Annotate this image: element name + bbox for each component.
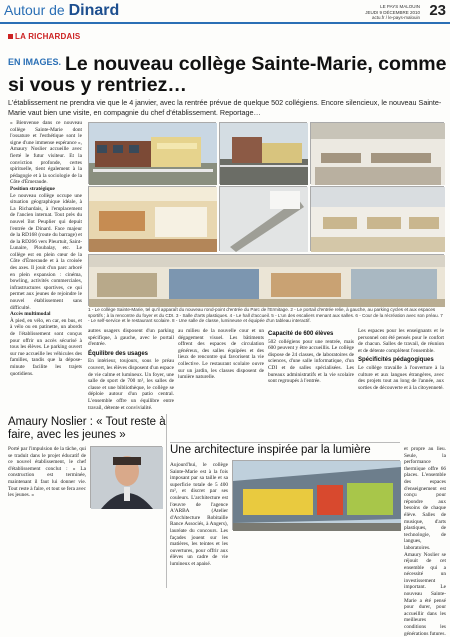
section-name: Dinard (68, 2, 120, 19)
divider-horizontal (170, 442, 400, 443)
lead-paragraph: « Bienvenue dans ce nouveau collège Sainte-Marie dont l'ossature et l'esthétique sont le signe d'une immense espérance », Amaury Noslier accueille avec fierté le futur visiteur. Et la conviction profonde, certes spirituelle, tient également à la pédagogie et à la sociologie de la Côte d'Émeraude. (10, 120, 82, 186)
photo-7 (88, 254, 444, 306)
interview-paragraph: Porté par l'impulsion de la tâche, qui se traduit dans le projet éducatif de ce nouvel établissement, le chef d'établissement conclut : « La construction est terminée, maintenant il faut lui donner vie. Tout reste à faire, et tout se fera avec les jeunes. » (8, 446, 87, 499)
paragraph-equilibre: En intérieur, toujours, sous le préau couvert, les élèves disposent d'un espace de vie calme et lumineux. Un foyer, une salle de sport de 700 m², les salles de classe et une bibliothèque, le collège se déploie autour d'un patio central. L'ensemble offre un équilibre entre travail, détente et convivialité. (88, 358, 174, 411)
subhead-capacite: Capacité de 600 élèves (268, 331, 334, 337)
section-title (4, 2, 119, 20)
headline-text: Le nouveau collège Sainte-Marie, comme si vous y rentriez… (8, 53, 447, 96)
building-facade-image (89, 123, 217, 185)
paragraph-parking: autres usagers disposent d'un parking spécifique, à gauche, avec le portail d'entrée. (88, 328, 174, 348)
architecture-headline: Une architecture inspirée par la lumière (170, 444, 371, 456)
interview-headline: Amaury Noslier : « Tout reste à faire, avec les jeunes » (8, 416, 166, 441)
portrait-image (91, 447, 163, 509)
photo-9 (232, 460, 400, 530)
entrance-gate-image (220, 123, 308, 185)
architecture-paragraph: Aujourd'hui, le collège Sainte-Marie est à la fois imposant par sa taille et sa superficie totale de 5 400 m², et discret par ses couleurs. L'architecture est l'œuvre de l'agence A'ARBA (Atelier d'Architecture Robitaille Rance Associés, à Angers), lauréate du concours. Les façades jouent sur les matières, les teintes et les ouvertures, pour offrir aux élèves un cadre de vie lumineux et apaisé. (170, 462, 228, 567)
photo-8 (90, 446, 162, 508)
location-rubric (8, 32, 80, 41)
edition-date: JEUDI 9 DÉCEMBRE 2010 (365, 9, 420, 15)
rubric-square-icon (8, 34, 13, 39)
section-prefix: Autour de (4, 2, 65, 18)
stairs-image (220, 187, 308, 252)
edition-meta (365, 4, 420, 21)
photo-2 (219, 122, 307, 184)
classroom-image (89, 255, 445, 307)
paragraph-capacite: 502 collégiens pour une rentrée, mais 600 peuvent y être accueillis. Le collège dispose de 24 classes, de laboratoires de sciences, d'une salle informatique, d'un CDI et de salles spécialisées. Les bureaux administratifs et la vie scolaire sont regroupés à l'entrée. (268, 338, 354, 385)
paragraph-cour: au milieu de la nouvelle cour et un dégagement visuel. Les bâtiments offrent des espaces de circulation généreux, des salles équipées et des lieux de rencontre qui favorisent la vie collective. Le restaurant scolaire ouvre sur un jardin, les classes disposent de lumière naturelle. (178, 328, 264, 381)
art-room-image (311, 123, 445, 185)
subhead-acces: Accès multimodal (10, 311, 51, 318)
photo-3 (310, 122, 444, 184)
article-column-6 (404, 446, 446, 637)
paragraph-personnel: Les espaces pour les enseignants et le personnel ont été pensés pour le confort de chacun. Salles de travail, de réunion et de détente complètent l'ensemble. (358, 328, 444, 354)
article-column-4 (268, 328, 354, 385)
paragraph-position: Le nouveau collège occupe une situation géographique idéale, à La Richardais, à l'emplacement de l'ancien internat. Tout près du nouvel îlot Peuplier qui depuit l'entrée de Dinard. Face majeur de la RD168 (route du barrage) et de la RD266 vers Pleurtuit, Saint-Lunaire, Ploubalay, etc. Le collège est en plein cœur de la Côte d'Émeraude et à la croisée des axes. Il jouit d'un parc arboré en plein expansion : cinéma, bowling, activités commerciales, infrastructures sportives, ce qui permet aux jeunes de rejoindre le nouvel établissement sans difficulté. (10, 192, 82, 311)
article-column-5 (358, 328, 444, 443)
photo-caption: 1 - Le collège Sainte-Marie, tel qu'il apparaît du nouveau rond-point d'entrée du Parc de l'Ermitage. 2 - Le portail d'entrée relie, à gauche, au parking cycles et aux espaces sportifs ; à la rencontre du foyer et du CDI. 3 - Salle d'arts plastiques. 4 - Le hall d'accueil. 5 - L'un des escaliers menant aux salles. 6 - Cour de la récréation avec son préau. 7 - Le self-service et le restaurant scolaire. 8 - Une salle de classe, lumineuse et équipée d'un tableau interactif. (88, 307, 443, 324)
newspaper-name: LE PAYS MALOUIN (380, 4, 420, 9)
cafeteria-image (311, 187, 445, 252)
architecture-text (170, 462, 228, 586)
headline-kicker: EN IMAGES. (8, 57, 62, 67)
paragraph-specificites: Le collège travaille à l'ouverture à la culture et aux langues étrangères, avec des projets tout au long de l'année, aux sorties de découverte et à la citoyenneté. (358, 364, 444, 391)
subhead-specificites: Spécificités pédagogiques (358, 357, 434, 364)
photo-1 (88, 122, 216, 184)
article-column-2 (88, 328, 174, 411)
hall-image (89, 187, 217, 252)
page-masthead (0, 0, 450, 24)
rubric-label: LA RICHARDAIS (15, 32, 81, 41)
colorful-facade-image (233, 461, 401, 531)
article-headline (8, 52, 448, 96)
article-column-1 (10, 120, 82, 377)
photo-5 (219, 186, 307, 251)
photo-6 (310, 186, 444, 251)
website: actu.fr / le-pays-malouin (371, 15, 420, 20)
article-column-3 (178, 328, 264, 381)
interview-text (8, 446, 86, 586)
article-standfirst: L'établissement ne prendra vie que le 4 janvier, avec la rentrée prévue de quelque 502 collégiens. Encore silencieux, le nouveau Sainte-Marie vaut bien une visite, en compagnie du chef d'établissement. Reportage… (8, 98, 442, 117)
photo-4 (88, 186, 216, 251)
paragraph-investissement: et propre au lieu. Seule, la performance thermique offre 66 places. L'ensemble des espaces d'enseignement est conçu pour répondre aux besoins de chaque élève. Salles de musique, d'arts plastiques, de technologie, de langues, laboratoires. Amaury Noslier se réjouit de cet ensemble qui a nécessité un investissement important. Le nouveau Sainte-Marie a été pensé pour durer, pour accueillir dans les meilleures conditions les générations futures. (404, 446, 446, 637)
subhead-position: Position stratégique (10, 185, 55, 192)
subhead-equilibre: Équilibre des usages (88, 350, 149, 357)
paragraph-acces: À pied, en vélo, en car, en bus, et à vélo ou en patinette, un abords de l'établissement sont conçus pour offrir un accès sécurisé à tous les élèves. Le parking ouvert sur rue accueille les véhicules des familles, tandis que la dépose-minute facilite les trajets quotidiens. (10, 317, 82, 377)
page-number: 23 (429, 2, 446, 19)
